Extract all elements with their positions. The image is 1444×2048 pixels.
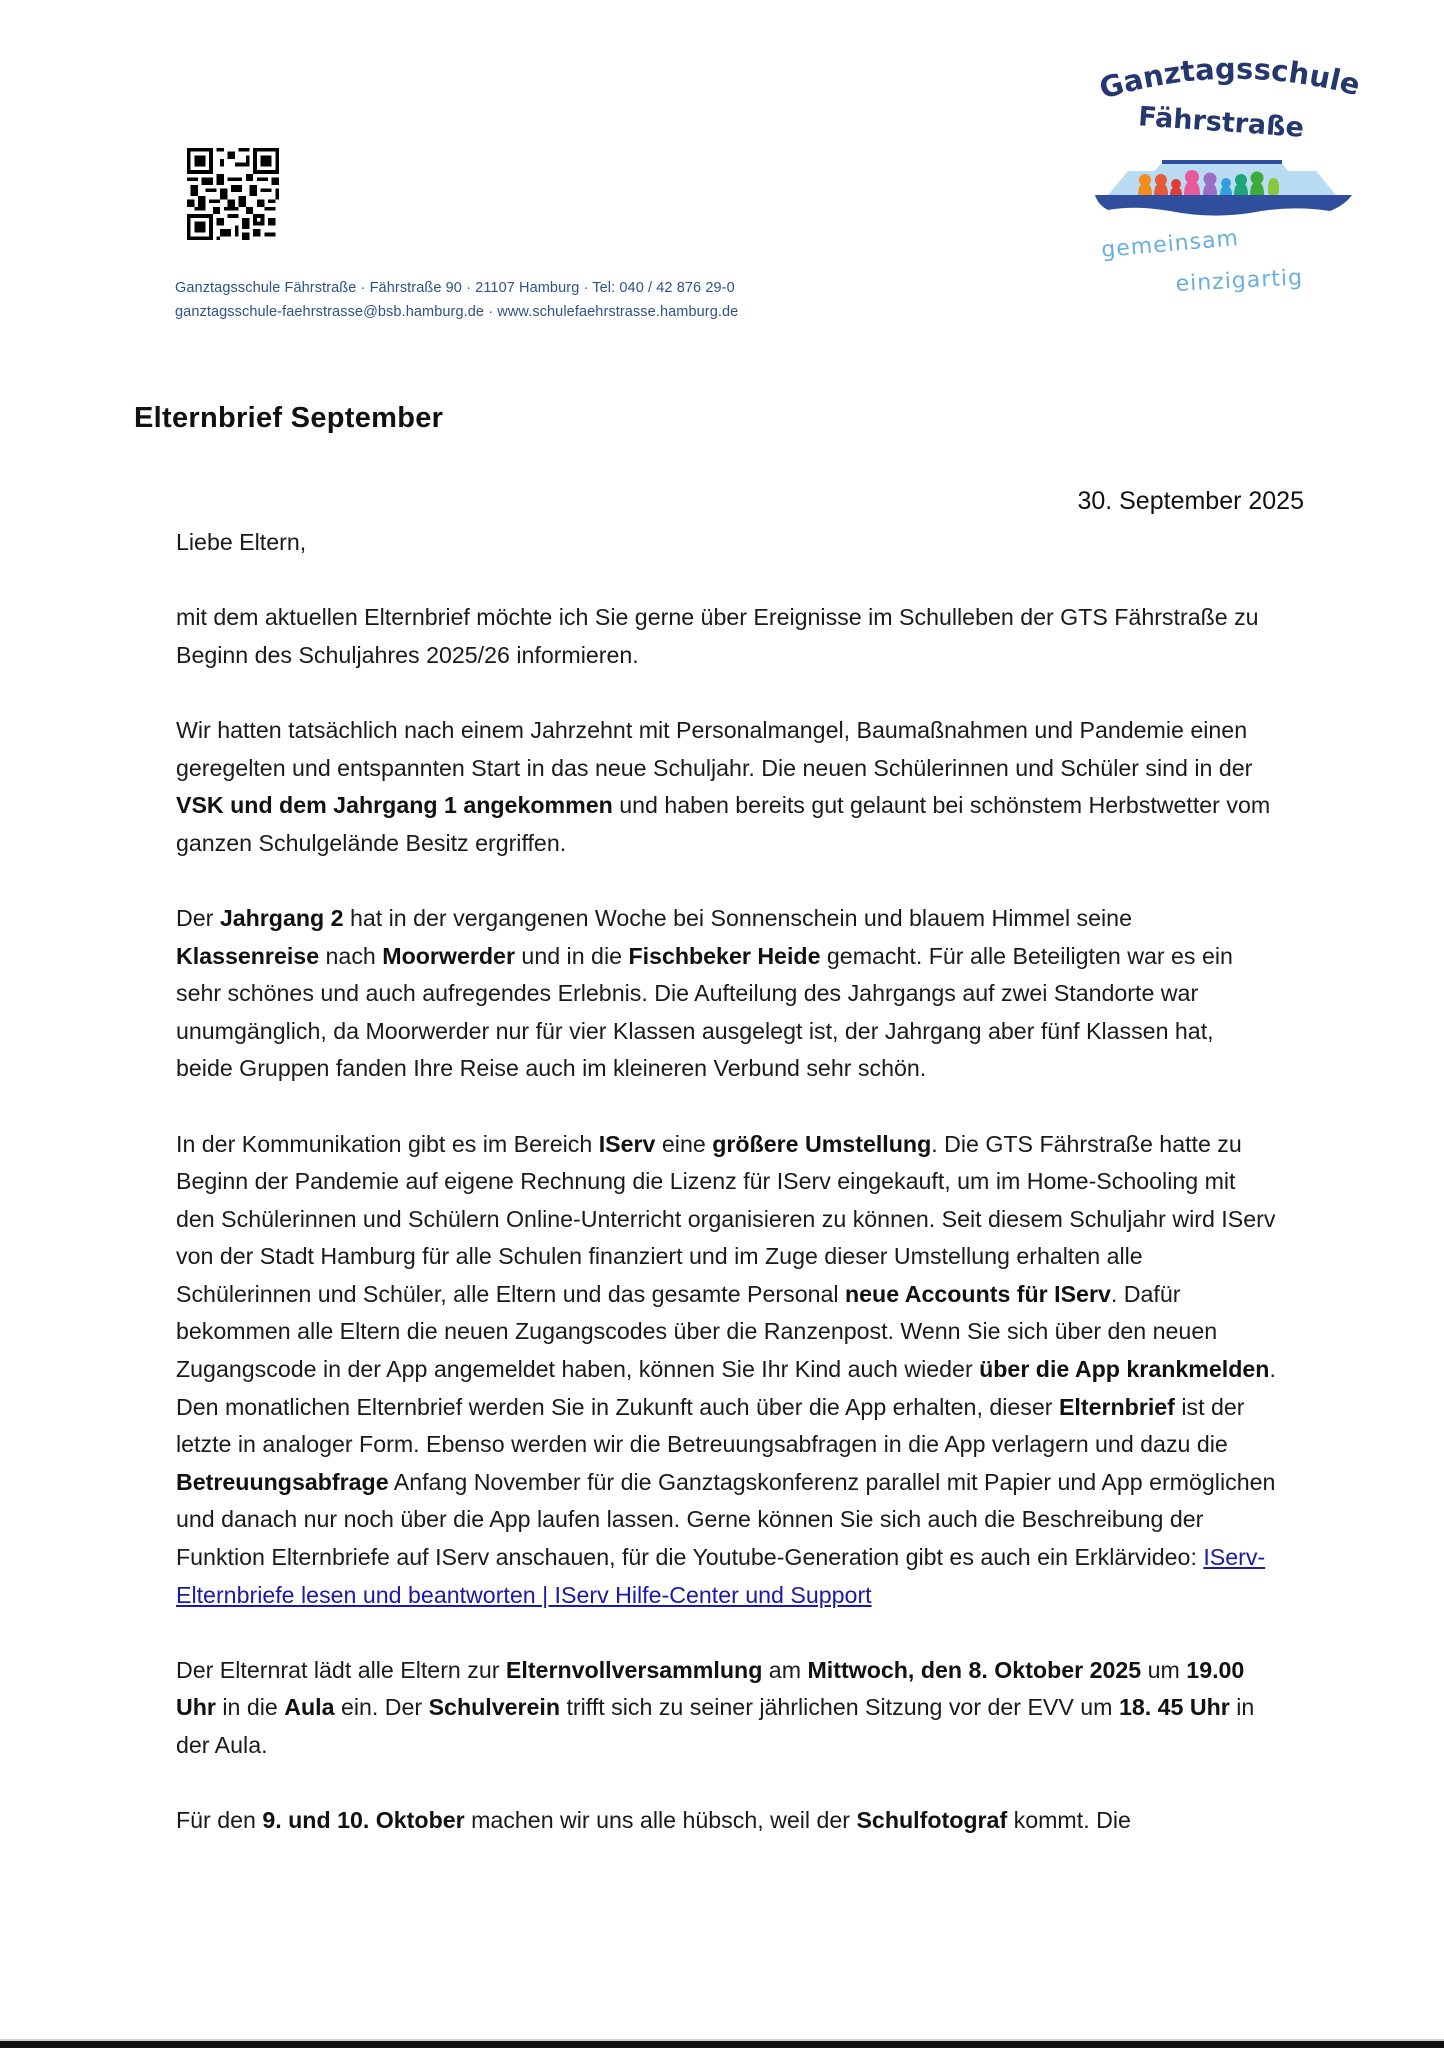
emphasis: Jahrgang 2 xyxy=(219,904,344,931)
svg-text:gemeinsam: gemeinsam xyxy=(1100,226,1240,263)
emphasis: Schulfotograf xyxy=(856,1807,1008,1834)
text: machen wir uns alle hübsch, weil der xyxy=(464,1807,857,1834)
paragraph-photographer xyxy=(176,1802,1276,1840)
emphasis: Schulverein xyxy=(428,1694,561,1721)
paragraph-intro: mit dem aktuellen Elternbrief möchte ich Sie gerne über Ereignisse im Schulleben der GTS Fährstraße zu Beginn des Schuljahres 2025/26 informieren. xyxy=(176,604,1259,668)
emphasis: neue Accounts für IServ xyxy=(845,1280,1111,1307)
text: und in die xyxy=(514,942,629,969)
paragraph-school-start xyxy=(176,712,1276,862)
text: Der Elternrat lädt alle Eltern zur xyxy=(176,1656,506,1683)
text: ein. Der xyxy=(334,1694,429,1721)
emphasis: IServ xyxy=(598,1130,656,1157)
emphasis: Fischbeker Heide xyxy=(628,942,821,969)
page-bottom-border xyxy=(0,2041,1444,2048)
text: nach xyxy=(319,942,383,969)
paragraph-iserv xyxy=(176,1126,1276,1615)
address-line: Ganztagsschule Fährstraße · Fährstraße 90 · 21107 Hamburg · Tel: 040 / 42 876 29-0 xyxy=(175,280,735,296)
text: Für den xyxy=(176,1807,263,1834)
text: gemacht. Für alle Beteiligten war es ein sehr schönes und auch aufregendes Erlebnis. Die Aufteilung des Jahrgangs auf zwei Standorte war unumgänglich, da Moorwerder nur für vier Klassen ausgelegt ist, der Jahrgang aber fünf Klassen hat, beide Gruppen fanden Ihre Reise auch im kleineren Verbund sehr schön. xyxy=(176,942,1233,1082)
emphasis: 19.00 Uhr xyxy=(176,1656,1245,1721)
text: . Dafür bekommen alle Eltern die neuen Zugangscodes über die Ranzenpost. Wenn Sie sich über den neuen Zugangscode in der App angemeldet haben, können Sie Ihr Kind auch wieder xyxy=(176,1280,1218,1383)
contact-line: ganztagsschule-faehrstrasse@bsb.hamburg.de · www.schulefaehrstrasse.hamburg.de xyxy=(175,304,739,320)
emphasis: Aula xyxy=(284,1694,335,1721)
qr-code-icon xyxy=(187,148,279,240)
paragraph-class-trip xyxy=(176,900,1276,1088)
text: trifft sich zu seiner jährlichen Sitzung vor der EVV um xyxy=(560,1694,1119,1721)
letter-body xyxy=(176,524,1276,1877)
text: Anfang November für die Ganztagskonferenz parallel mit Papier und App ermöglichen und danach nur noch über die App laufen lassen. Gerne können Sie sich auch die Beschreibung der Funktion Elternbriefe auf IServ anschauen, für die Youtube-Generation gibt es auch ein Erklärvideo: xyxy=(176,1468,1276,1571)
text: In der Kommunikation gibt es im Bereich xyxy=(176,1130,599,1157)
emphasis: Klassenreise xyxy=(176,942,320,969)
emphasis: über die App krankmelden xyxy=(979,1356,1270,1383)
svg-text:einzigartig: einzigartig xyxy=(1175,265,1304,297)
emphasis: Elternbrief xyxy=(1058,1393,1175,1420)
emphasis: 18. 45 Uhr xyxy=(1118,1694,1230,1721)
text: und haben bereits gut gelaunt bei schönstem Herbstwetter vom ganzen Schulgelände Besitz ergriffen. xyxy=(176,792,1271,856)
qr-code xyxy=(187,148,279,240)
emphasis: Moorwerder xyxy=(382,942,515,969)
text: Wir hatten tatsächlich nach einem Jahrzehnt mit Personalmangel, Baumaßnahmen und Pandemie einen geregelten und entspannten Start in das neue Schuljahr. Die neuen Schülerinnen und Schüler sind in der xyxy=(176,716,1253,781)
text: am xyxy=(762,1656,808,1683)
text: kommt. Die xyxy=(1007,1807,1131,1834)
text: ist der letzte in analoger Form. Ebenso werden wir die Betreuungsabfragen in die App verlagern und dazu die xyxy=(176,1393,1245,1458)
emphasis: VSK und dem Jahrgang 1 angekommen xyxy=(176,792,613,819)
letter-title: Elternbrief September xyxy=(134,402,444,434)
emphasis: Elternvollversammlung xyxy=(505,1656,763,1683)
emphasis: Mittwoch, den 8. Oktober 2025 xyxy=(807,1656,1142,1683)
text: . Den monatlichen Elternbrief werden Sie in Zukunft auch über die App erhalten, dieser xyxy=(176,1356,1276,1420)
text: um xyxy=(1141,1656,1187,1683)
emphasis: Betreuungsabfrage xyxy=(176,1468,389,1495)
text: Der xyxy=(176,904,220,931)
school-logo-icon xyxy=(1090,55,1370,310)
text: in die xyxy=(215,1694,285,1721)
text: eine xyxy=(655,1130,713,1157)
text: hat in der vergangenen Woche bei Sonnenschein und blauem Himmel seine xyxy=(343,904,1132,931)
emphasis: 9. und 10. Oktober xyxy=(262,1807,465,1834)
salutation: Liebe Eltern, xyxy=(176,529,307,555)
emphasis: größere Umstellung xyxy=(712,1130,932,1157)
svg-text:Ganztagsschule: Ganztagsschule xyxy=(1095,55,1364,106)
iserv-help-link[interactable]: IServ-Elternbriefe lesen und beantworten | IServ Hilfe-Center und Support xyxy=(176,1544,1266,1608)
school-address-block xyxy=(175,276,738,324)
svg-text:Fährstraße: Fährstraße xyxy=(1137,101,1305,144)
letter-date: 30. September 2025 xyxy=(1077,487,1304,515)
paragraph-parents-meeting xyxy=(176,1652,1276,1765)
text: in der Aula. xyxy=(176,1694,1255,1758)
school-logo xyxy=(1090,55,1370,310)
text: . Die GTS Fährstraße hatte zu Beginn der Pandemie auf eigene Rechnung die Lizenz für IServ eingekauft, um im Home-Schooling mit den Schülerinnen und Schülern Online-Unterricht organisieren zu können. Seit diesem Schuljahr wird IServ von der Stadt Hamburg für alle Schulen finanziert und im Zuge dieser Umstellung erhalten alle Schülerinnen und Schüler, alle Eltern und das gesamte Personal xyxy=(176,1130,1276,1307)
